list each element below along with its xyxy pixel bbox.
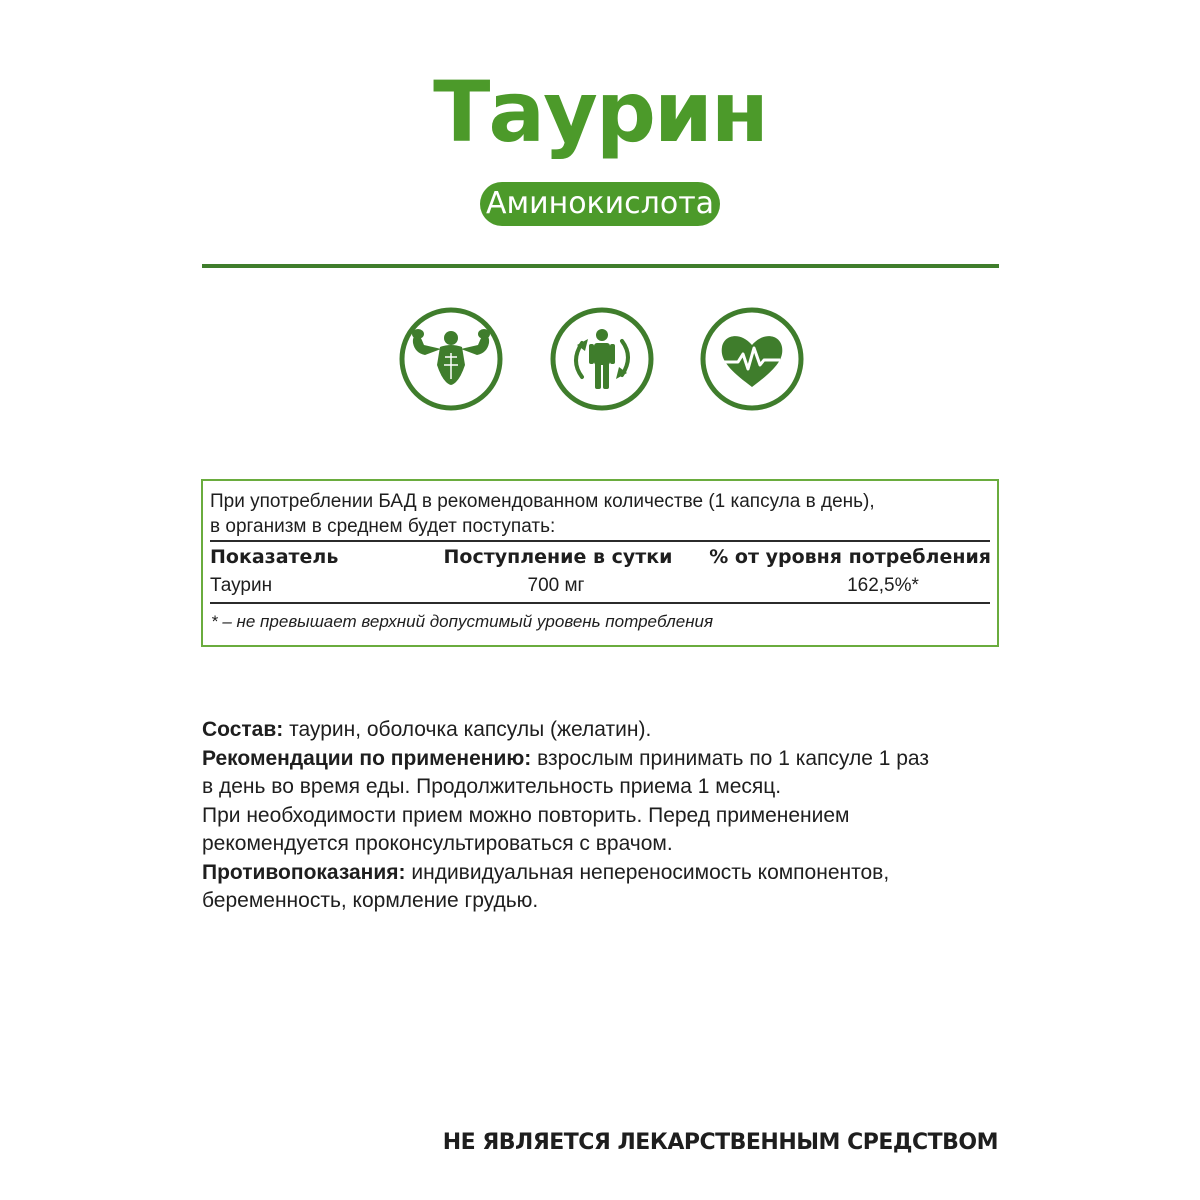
disclaimer: НЕ ЯВЛЯЕТСЯ ЛЕКАРСТВЕННЫМ СРЕДСТВОМ xyxy=(442,1130,998,1155)
table-footnote: * – не превышает верхний допустимый уровень потребления xyxy=(211,612,714,631)
contraindications: Противопоказания: индивидуальная непереносимость компонентов, xyxy=(202,860,890,884)
category-badge: Аминокислота xyxy=(480,182,720,226)
heart-pulse-icon xyxy=(698,305,806,413)
row-percent: 162,5%* xyxy=(847,575,919,596)
muscle-icon xyxy=(397,305,505,413)
nutrition-intro: При употреблении БАД в рекомендованном количестве (1 капсула в день), в организм в среднем будет поступать: xyxy=(210,491,875,537)
row-daily: 700 мг xyxy=(527,575,585,596)
person-cycle-icon xyxy=(548,305,656,413)
table-bottom-rule xyxy=(210,602,990,604)
divider xyxy=(202,264,999,268)
header-daily-intake: Поступление в сутки xyxy=(443,546,673,568)
header-percent-level: % от уровня потребления xyxy=(709,546,991,568)
product-title: Таурин xyxy=(433,63,767,161)
composition: Состав: таурин, оболочка капсулы (желатин). xyxy=(202,718,652,741)
table-top-rule xyxy=(210,540,990,542)
product-info: Состав: таурин, оболочка капсулы (желатин). Рекомендации по применению: взрослым принимать по 1 капсуле 1 раз в день во время еды. Продолжительность приема 1 месяц. При необходимости прием можно повторить. Перед применением рекомендуется проконсультироваться с врачом. Противопоказания: индивидуальная непереносимость компонентов, беременность, кормление грудью. xyxy=(202,716,1002,916)
usage: Рекомендации по применению: взрослым принимать по 1 капсуле 1 раз xyxy=(202,746,929,770)
nutrition-panel xyxy=(201,479,999,647)
row-name: Таурин xyxy=(210,575,273,596)
header-indicator: Показатель xyxy=(210,546,339,568)
